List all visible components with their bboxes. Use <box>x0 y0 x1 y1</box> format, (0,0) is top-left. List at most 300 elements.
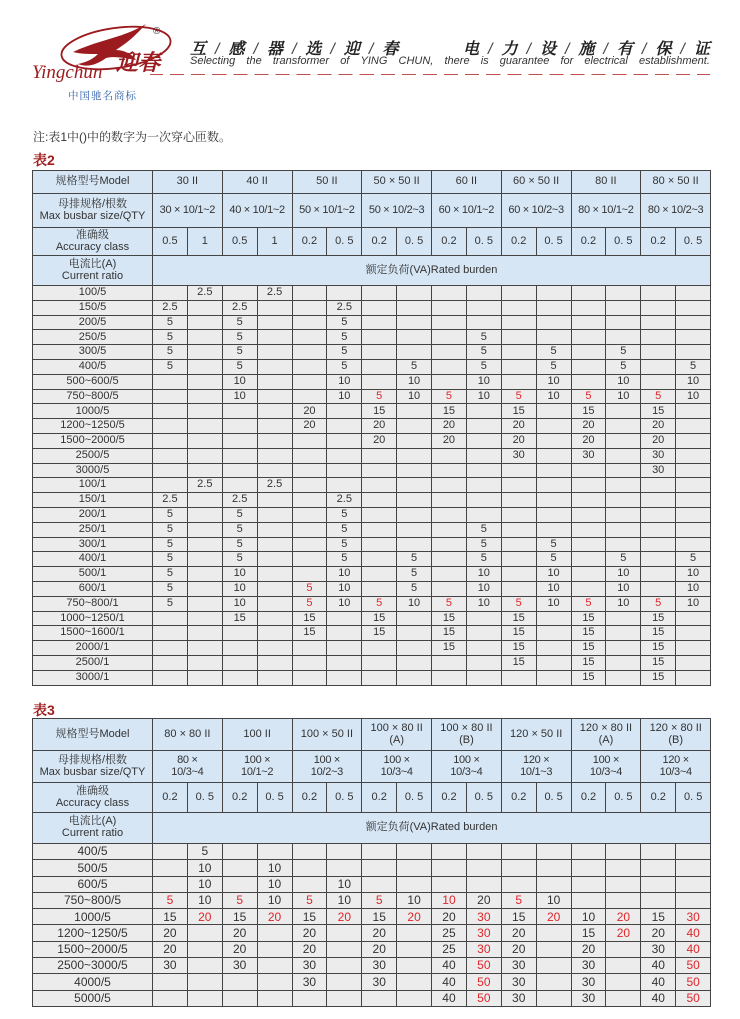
burden-value <box>676 404 711 419</box>
burden-value: 10 <box>571 909 606 925</box>
burden-value <box>187 419 222 434</box>
current-ratio: 200/1 <box>33 507 153 522</box>
model-variant: (B) <box>668 733 684 746</box>
burden-value <box>397 419 432 434</box>
burden-value <box>466 300 501 315</box>
burden-value <box>641 374 676 389</box>
burden-value <box>676 315 711 330</box>
burden-value <box>432 567 467 582</box>
burden-value <box>153 448 188 463</box>
burden-value <box>257 300 292 315</box>
burden-value <box>606 493 641 508</box>
burden-value <box>466 404 501 419</box>
burden-value <box>676 493 711 508</box>
burden-value: 5 <box>606 552 641 567</box>
burden-value: 20 <box>327 909 362 925</box>
table-row <box>33 315 711 330</box>
burden-value <box>292 990 327 1006</box>
burden-value <box>187 941 222 957</box>
burden-value: 20 <box>466 892 501 908</box>
table-row <box>33 404 711 419</box>
slogan-char: 证 <box>693 41 710 58</box>
busbar-size <box>501 194 571 228</box>
burden-value <box>187 493 222 508</box>
current-ratio: 1000/5 <box>33 404 153 419</box>
slogan-separator: / <box>526 41 531 58</box>
busbar-label-cn: 母排规格/根数 <box>57 197 128 210</box>
burden-value <box>536 315 571 330</box>
burden-value <box>536 958 571 974</box>
busbar-size-line1: 80 × <box>177 753 198 766</box>
model-variant: (A) <box>389 733 404 746</box>
burden-value: 15 <box>362 404 397 419</box>
burden-value <box>292 844 327 860</box>
burden-value <box>257 404 292 419</box>
burden-value: 5 <box>501 389 536 404</box>
table-row <box>33 345 711 360</box>
slogan-char: 选 <box>305 41 322 58</box>
rated-burden-label: 额定负荷(VA)Rated burden <box>153 813 711 844</box>
burden-value <box>606 670 641 685</box>
burden-value <box>257 626 292 641</box>
burden-value <box>187 925 222 941</box>
burden-value <box>536 478 571 493</box>
busbar-size <box>222 751 292 783</box>
burden-value: 10 <box>257 860 292 876</box>
burden-value <box>327 286 362 301</box>
burden-value <box>257 552 292 567</box>
burden-value: 5 <box>536 359 571 374</box>
burden-value: 5 <box>153 330 188 345</box>
burden-value <box>501 581 536 596</box>
accuracy-class: 0. 5 <box>536 783 571 813</box>
busbar-row <box>33 194 711 228</box>
model-name <box>501 719 571 751</box>
burden-value <box>292 286 327 301</box>
current-ratio: 1500~1600/1 <box>33 626 153 641</box>
burden-value <box>362 478 397 493</box>
burden-value: 10 <box>327 581 362 596</box>
burden-value <box>153 433 188 448</box>
burden-value <box>187 300 222 315</box>
burden-value <box>292 876 327 892</box>
burden-value <box>571 315 606 330</box>
burden-value <box>536 990 571 1006</box>
burden-value <box>257 493 292 508</box>
burden-value <box>606 507 641 522</box>
burden-value: 5 <box>327 330 362 345</box>
burden-value <box>397 655 432 670</box>
current-ratio: 2500/5 <box>33 448 153 463</box>
burden-value: 15 <box>501 611 536 626</box>
table-row <box>33 463 711 478</box>
burden-value: 10 <box>222 596 257 611</box>
burden-value: 10 <box>397 389 432 404</box>
burden-value <box>466 876 501 892</box>
slogan-separator: / <box>564 41 570 58</box>
burden-value: 10 <box>257 892 292 908</box>
burden-value: 50 <box>466 974 501 990</box>
burden-value <box>222 860 257 876</box>
burden-value: 20 <box>362 941 397 957</box>
busbar-size-line2: 10/3~4 <box>171 765 204 778</box>
burden-value <box>466 655 501 670</box>
burden-value: 10 <box>466 567 501 582</box>
accuracy-class: 0. 5 <box>606 228 641 256</box>
burden-value <box>676 419 711 434</box>
burden-value <box>222 419 257 434</box>
burden-value: 5 <box>536 345 571 360</box>
burden-value <box>292 433 327 448</box>
burden-value: 5 <box>606 359 641 374</box>
model-name <box>641 719 711 751</box>
burden-value <box>536 641 571 656</box>
accuracy-class: 1 <box>187 228 222 256</box>
table-row <box>33 925 711 941</box>
burden-value: 5 <box>327 537 362 552</box>
burden-value <box>187 596 222 611</box>
burden-value <box>606 626 641 641</box>
burden-value <box>397 478 432 493</box>
burden-value <box>501 844 536 860</box>
accuracy-class: 0. 5 <box>397 783 432 813</box>
burden-value <box>153 419 188 434</box>
slogan-separator: / <box>253 41 258 58</box>
burden-value: 10 <box>676 567 711 582</box>
burden-value <box>362 493 397 508</box>
burden-value: 20 <box>641 433 676 448</box>
burden-value: 5 <box>571 389 606 404</box>
burden-value <box>676 522 711 537</box>
rated-burden-label: 额定负荷(VA)Rated burden <box>153 256 711 286</box>
burden-value: 5 <box>397 359 432 374</box>
accuracy-class: 0.2 <box>641 228 676 256</box>
burden-value: 30 <box>641 463 676 478</box>
model-name <box>222 719 292 751</box>
table2 <box>32 170 711 686</box>
busbar-label <box>33 194 153 228</box>
burden-value <box>292 463 327 478</box>
burden-value <box>571 286 606 301</box>
burden-value: 10 <box>222 567 257 582</box>
burden-value <box>676 655 711 670</box>
burden-value <box>536 844 571 860</box>
table-row <box>33 941 711 957</box>
burden-value <box>257 389 292 404</box>
table-row <box>33 611 711 626</box>
busbar-size-text: 80 × 10/1~2 <box>578 203 634 216</box>
model-name <box>222 171 292 194</box>
table-row <box>33 433 711 448</box>
burden-value <box>187 315 222 330</box>
burden-value <box>466 507 501 522</box>
slogan-separator: / <box>641 41 647 58</box>
burden-value: 30 <box>292 974 327 990</box>
burden-value: 10 <box>187 860 222 876</box>
current-ratio: 750~800/1 <box>33 596 153 611</box>
burden-value <box>641 860 676 876</box>
model-name <box>641 171 711 194</box>
burden-value: 30 <box>571 974 606 990</box>
burden-value <box>641 345 676 360</box>
burden-value <box>187 537 222 552</box>
ratio-label <box>33 813 153 844</box>
burden-value: 20 <box>153 925 188 941</box>
ratio-header-row <box>33 256 711 286</box>
burden-value <box>432 315 467 330</box>
accuracy-class: 0.2 <box>153 783 188 813</box>
table-row <box>33 493 711 508</box>
burden-value <box>571 345 606 360</box>
burden-value: 15 <box>641 404 676 419</box>
burden-value: 15 <box>641 641 676 656</box>
burden-value: 50 <box>676 974 711 990</box>
slogan-word: is <box>480 55 489 67</box>
busbar-size-text: 60 × 10/1~2 <box>438 203 495 216</box>
burden-value <box>571 374 606 389</box>
burden-value <box>257 925 292 941</box>
current-ratio: 600/1 <box>33 581 153 596</box>
burden-value <box>292 374 327 389</box>
busbar-size-text: 50 × 10/1~2 <box>299 203 355 216</box>
current-ratio: 400/1 <box>33 552 153 567</box>
burden-value: 5 <box>397 567 432 582</box>
burden-value <box>536 507 571 522</box>
burden-value: 15 <box>641 626 676 641</box>
accuracy-class: 0. 5 <box>327 228 362 256</box>
burden-value <box>606 522 641 537</box>
burden-value <box>362 844 397 860</box>
table-row <box>33 670 711 685</box>
model-name-text: 30 II <box>176 175 199 188</box>
burden-value: 10 <box>466 596 501 611</box>
burden-value <box>327 958 362 974</box>
accuracy-class: 0. 5 <box>606 783 641 813</box>
burden-value: 5 <box>327 522 362 537</box>
slogan-char: 春 <box>382 41 399 58</box>
busbar-size-text: 50 × 10/2~3 <box>368 203 425 216</box>
table2-caption: 表2 <box>33 152 55 168</box>
burden-value <box>606 478 641 493</box>
burden-value <box>292 359 327 374</box>
burden-value <box>257 670 292 685</box>
burden-value: 5 <box>397 581 432 596</box>
busbar-size <box>222 194 292 228</box>
slogan-word: of <box>340 55 350 67</box>
table-row <box>33 596 711 611</box>
current-ratio: 1500~2000/5 <box>33 433 153 448</box>
model-name-text: 100 × 50 II <box>300 727 354 740</box>
burden-value <box>292 670 327 685</box>
slogan-en <box>190 55 710 67</box>
burden-value <box>536 493 571 508</box>
burden-value <box>153 974 188 990</box>
page-header <box>0 0 740 110</box>
burden-value <box>466 844 501 860</box>
burden-value <box>536 433 571 448</box>
table-row <box>33 522 711 537</box>
burden-value: 20 <box>571 433 606 448</box>
slogan-word: YING <box>360 55 388 67</box>
slogan-word: establishment. <box>638 55 710 67</box>
burden-value <box>676 876 711 892</box>
slogan-char: 有 <box>616 41 633 58</box>
burden-value <box>536 330 571 345</box>
burden-value <box>397 448 432 463</box>
burden-value <box>222 404 257 419</box>
table-row <box>33 448 711 463</box>
burden-value: 10 <box>397 892 432 908</box>
burden-value <box>501 300 536 315</box>
model-label: 规格型号Model <box>33 171 153 194</box>
busbar-size-line1: 120 × <box>662 753 689 766</box>
burden-value <box>536 448 571 463</box>
burden-value: 15 <box>362 611 397 626</box>
burden-value <box>641 876 676 892</box>
burden-value: 5 <box>327 315 362 330</box>
burden-value: 15 <box>571 655 606 670</box>
burden-value <box>257 433 292 448</box>
burden-value: 5 <box>222 522 257 537</box>
current-ratio: 2500/1 <box>33 655 153 670</box>
burden-value <box>397 404 432 419</box>
burden-value: 5 <box>292 596 327 611</box>
burden-value: 10 <box>676 374 711 389</box>
table3-caption: 表3 <box>33 702 55 718</box>
burden-value: 15 <box>641 611 676 626</box>
burden-value <box>432 286 467 301</box>
burden-value <box>292 552 327 567</box>
burden-value <box>397 641 432 656</box>
burden-value <box>257 990 292 1006</box>
slogan-char: 感 <box>228 41 245 58</box>
burden-value: 5 <box>466 330 501 345</box>
burden-value <box>432 359 467 374</box>
model-name <box>153 171 223 194</box>
burden-value <box>292 641 327 656</box>
busbar-size <box>153 751 223 783</box>
burden-value: 20 <box>432 909 467 925</box>
burden-value <box>571 522 606 537</box>
burden-value: 5 <box>327 507 362 522</box>
accuracy-class: 1 <box>257 228 292 256</box>
burden-value <box>222 626 257 641</box>
burden-value <box>397 537 432 552</box>
table-row <box>33 958 711 974</box>
burden-value: 30 <box>571 958 606 974</box>
busbar-label-en: Max busbar size/QTY <box>39 209 146 222</box>
burden-value: 20 <box>153 941 188 957</box>
table-note: 注:表1中()中的数字为一次穿心匝数。 <box>33 130 232 144</box>
current-ratio: 1000~1250/1 <box>33 611 153 626</box>
burden-value <box>397 876 432 892</box>
burden-value <box>187 611 222 626</box>
busbar-size <box>292 194 362 228</box>
burden-value <box>327 941 362 957</box>
burden-value <box>397 433 432 448</box>
burden-value: 5 <box>501 892 536 908</box>
burden-value <box>362 876 397 892</box>
slogan-char: 器 <box>266 41 283 58</box>
burden-value <box>571 359 606 374</box>
current-ratio: 2500~3000/5 <box>33 958 153 974</box>
burden-value: 20 <box>362 419 397 434</box>
burden-value: 10 <box>676 596 711 611</box>
model-name-text: 120 × 50 II <box>510 727 563 740</box>
burden-value <box>397 990 432 1006</box>
accuracy-class: 0. 5 <box>397 228 432 256</box>
logo-cn: 迎春 <box>116 51 161 76</box>
burden-value: 30 <box>501 974 536 990</box>
burden-value <box>466 463 501 478</box>
burden-value <box>327 611 362 626</box>
current-ratio: 250/1 <box>33 522 153 537</box>
burden-value: 5 <box>466 522 501 537</box>
burden-value <box>432 844 467 860</box>
burden-value: 30 <box>571 448 606 463</box>
burden-value <box>536 463 571 478</box>
burden-value <box>153 990 188 1006</box>
busbar-size-line1: 120 × <box>523 753 550 766</box>
burden-value: 15 <box>571 611 606 626</box>
accuracy-label-cn: 准确级 <box>76 228 109 241</box>
burden-value <box>257 419 292 434</box>
burden-value <box>153 389 188 404</box>
burden-value: 5 <box>641 596 676 611</box>
table-row <box>33 330 711 345</box>
current-ratio: 1200~1250/5 <box>33 925 153 941</box>
burden-value <box>257 641 292 656</box>
busbar-size-line2: 10/1~3 <box>520 765 553 778</box>
burden-value <box>606 463 641 478</box>
burden-value: 5 <box>153 345 188 360</box>
burden-value: 2.5 <box>257 286 292 301</box>
model-name <box>153 719 223 751</box>
burden-value <box>536 300 571 315</box>
burden-value: 5 <box>362 892 397 908</box>
model-row <box>33 171 711 194</box>
burden-value <box>536 860 571 876</box>
logo-script: Yingchun <box>32 62 103 83</box>
burden-value: 10 <box>536 389 571 404</box>
burden-value <box>292 507 327 522</box>
burden-value: 15 <box>571 404 606 419</box>
burden-value <box>676 537 711 552</box>
burden-value: 5 <box>292 892 327 908</box>
burden-value <box>432 478 467 493</box>
burden-value: 5 <box>327 345 362 360</box>
burden-value: 10 <box>187 892 222 908</box>
burden-value <box>187 990 222 1006</box>
burden-value: 10 <box>606 581 641 596</box>
brand-subtitle: 中国驰名商标 <box>68 90 137 102</box>
burden-value: 15 <box>292 909 327 925</box>
burden-value <box>187 567 222 582</box>
slogan-char: 力 <box>501 41 518 58</box>
burden-value <box>327 433 362 448</box>
burden-value <box>432 300 467 315</box>
model-variant: (A) <box>598 733 614 746</box>
table-row <box>33 374 711 389</box>
burden-value <box>362 670 397 685</box>
burden-value <box>292 567 327 582</box>
current-ratio: 1200~1250/5 <box>33 419 153 434</box>
burden-value <box>641 286 676 301</box>
burden-value: 5 <box>362 596 397 611</box>
burden-value: 10 <box>257 876 292 892</box>
burden-value: 10 <box>327 876 362 892</box>
burden-value <box>606 892 641 908</box>
